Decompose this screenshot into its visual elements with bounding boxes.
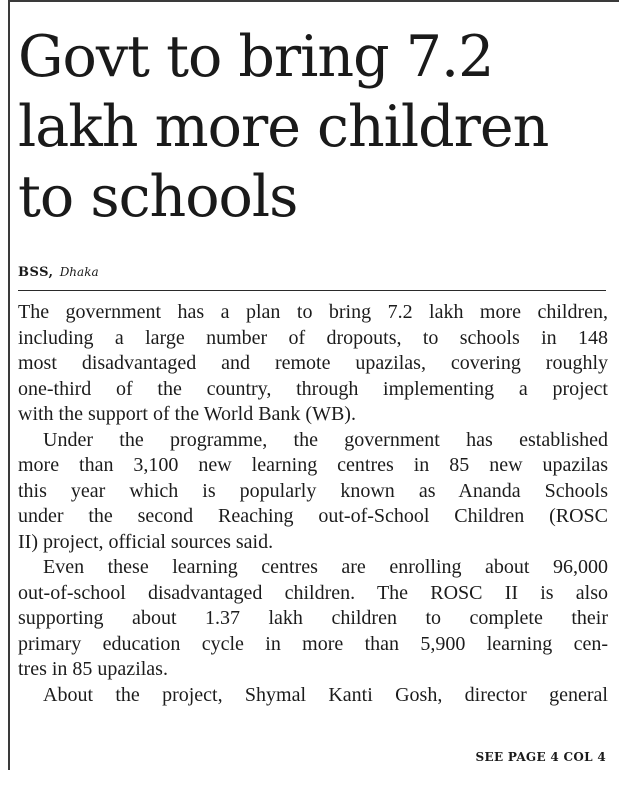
text-line: The government has a plan to bring 7.2 lakh more children, [18,301,608,323]
text-line: more than 3,100 new learning centres in 85 new upazilas [18,454,608,476]
byline-divider [18,290,606,291]
article-paragraph [18,683,608,709]
text-line: most disadvantaged and remote upazilas, covering roughly [18,352,608,374]
text-line: one-third of the country, through implementing a project [18,377,608,400]
headline-line: Govt to bring 7.2 [18,24,494,90]
article-paragraph [18,555,608,683]
text-line: out-of-school disadvantaged children. The ROSC II is also [18,581,608,604]
article-paragraph [18,300,608,428]
text-line: including a large number of dropouts, to schools in 148 [18,326,608,349]
text-line: About the project, Shymal Kanti Gosh, director general [43,683,608,706]
text-line: with the support of the World Bank (WB). [18,403,356,425]
text-line: under the second Reaching out-of-School Children (ROSC [18,505,608,527]
byline-place: Dhaka [59,265,99,279]
text-line: supporting about 1.37 lakh children to complete their [18,607,608,629]
text-line: tres in 85 upazilas. [18,658,168,680]
text-line: II) project, official sources said. [18,530,274,553]
text-line: Even these learning centres are enrolling about 96,000 [43,556,608,578]
byline-agency: BSS, [18,265,54,280]
headline-line: lakh more children [18,94,549,160]
article-paragraph [18,428,608,556]
text-line: primary education cycle in more than 5,900 learning cen- [18,632,608,655]
headline-line: to schools [18,164,298,230]
continuation-note: SEE PAGE 4 COL 4 [475,750,606,764]
column-border-left [8,0,10,770]
article-body [18,300,608,708]
text-line: Under the programme, the government has established [43,428,608,451]
text-line: this year which is popularly known as Ananda Schools [18,479,608,502]
headline [18,22,616,232]
column-border-top [8,0,619,2]
byline [18,264,99,281]
